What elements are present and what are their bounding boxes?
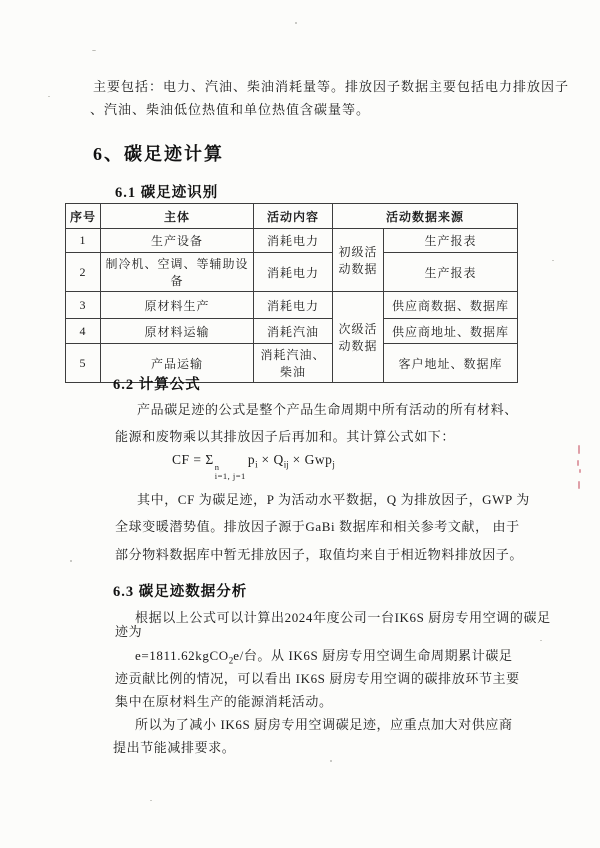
table-row [66, 253, 518, 292]
scan-speck [330, 760, 332, 762]
scan-speck [295, 22, 297, 24]
intro-line-1: 主要包括：电力、汽油、柴油消耗量等。排放因子数据主要包括电力排放因子 [93, 79, 570, 94]
table-cell-subject: 制冷机、空调、等辅助设备 [101, 253, 254, 292]
section-6-2-heading: 6.2 计算公式 [113, 377, 201, 393]
table-cell-group-secondary: 次级活动数据 [333, 292, 384, 383]
table-cell-no: 1 [66, 229, 101, 253]
scan-artifact-mark [579, 469, 581, 473]
paragraph-line: 根据以上公式可以计算出2024年度公司一台IK6S 厨房专用空调的碳足 [135, 610, 551, 625]
scan-artifact-mark [578, 445, 580, 454]
table-cell-source: 生产报表 [384, 253, 518, 292]
paragraph-line: 其中，CF 为碳足迹，P 为活动水平数据，Q 为排放因子，GWP 为 [137, 492, 530, 507]
section-6-1-heading: 6.1 碳足迹识别 [115, 185, 219, 201]
paragraph-line: 部分物料数据库中暂无排放因子，取值均来自于相近物料排放因子。 [115, 547, 524, 562]
table-header-subject: 主体 [101, 204, 254, 229]
table-cell-source: 生产报表 [384, 229, 518, 253]
scan-speck [70, 560, 72, 562]
paragraph-line: 迹贡献比例的情况，可以看出 IK6S 厨房专用空调的碳排放环节主要 [115, 671, 520, 686]
table-cell-no: 3 [66, 292, 101, 319]
scan-speck [150, 800, 152, 801]
scan-speck [48, 96, 50, 97]
table-cell-source: 供应商地址、数据库 [384, 319, 518, 344]
table-cell-no: 5 [66, 344, 101, 383]
table-cell-subject: 原材料生产 [101, 292, 254, 319]
paragraph-line: 迹为 [115, 624, 143, 639]
scan-speck [552, 260, 554, 261]
table-cell-subject: 原材料运输 [101, 319, 254, 344]
table-cell-activity: 消耗电力 [254, 292, 333, 319]
paragraph-line: 产品碳足迹的公式是整个产品生命周期中所有活动的所有材料、 [137, 402, 518, 417]
table-cell-source: 客户地址、数据库 [384, 344, 518, 383]
carbon-footprint-formula: CF = Σ n i=1, j=1 $p_i \times Q_{ij} \times Gwp_j$ [172, 452, 335, 481]
paragraph-line: 提出节能减排要求。 [113, 740, 236, 755]
section-6-heading: 6、碳足迹计算 [93, 144, 224, 164]
paragraph-line: 集中在原材料生产的能源消耗活动。 [115, 694, 333, 709]
paragraph-line: 能源和废物乘以其排放因子后再加和。其计算公式如下： [115, 429, 456, 444]
table-row [66, 292, 518, 319]
scan-artifact-mark [578, 481, 580, 489]
table-header-no: 序号 [66, 204, 101, 229]
scan-speck [540, 640, 542, 641]
paragraph-line-formula-result: e=1811.62kgCO$_2$e/台。从 IK6S 厨房专用空调生命周期累计碳足 [135, 648, 513, 666]
formula-lhs: CF = [172, 452, 206, 467]
table-cell-activity: 消耗电力 [254, 253, 333, 292]
table-cell-activity: 消耗电力 [254, 229, 333, 253]
table-header-source: 活动数据来源 [333, 204, 518, 229]
table-cell-activity: 消耗汽油、柴油 [254, 344, 333, 383]
table-cell-subject: 产品运输 [101, 344, 254, 383]
section-6-3-heading: 6.3 碳足迹数据分析 [113, 584, 248, 600]
sigma-symbol: Σ [205, 452, 214, 467]
intro-line-2: 、汽油、柴油低位热值和单位热值含碳量等。 [90, 102, 371, 117]
table-cell-activity: 消耗汽油 [254, 319, 333, 344]
table-cell-source: 供应商数据、数据库 [384, 292, 518, 319]
scan-speck [92, 50, 96, 51]
table-row [66, 229, 518, 253]
scan-artifact-mark [577, 460, 579, 466]
table-cell-subject: 生产设备 [101, 229, 254, 253]
paragraph-line: 所以为了减小 IK6S 厨房专用空调碳足迹，应重点加大对供应商 [135, 717, 513, 732]
table-header-activity: 活动内容 [254, 204, 333, 229]
table-cell-no: 2 [66, 253, 101, 292]
footprint-identification-table [65, 203, 518, 383]
paragraph-line: 全球变暖潜势值。排放因子源于GaBi 数据库和相关参考文献， 由于 [115, 519, 520, 534]
table-cell-group-primary: 初级活动数据 [333, 229, 384, 292]
table-row [66, 319, 518, 344]
table-cell-no: 4 [66, 319, 101, 344]
sigma-limits: n i=1, j=1 [214, 462, 246, 481]
